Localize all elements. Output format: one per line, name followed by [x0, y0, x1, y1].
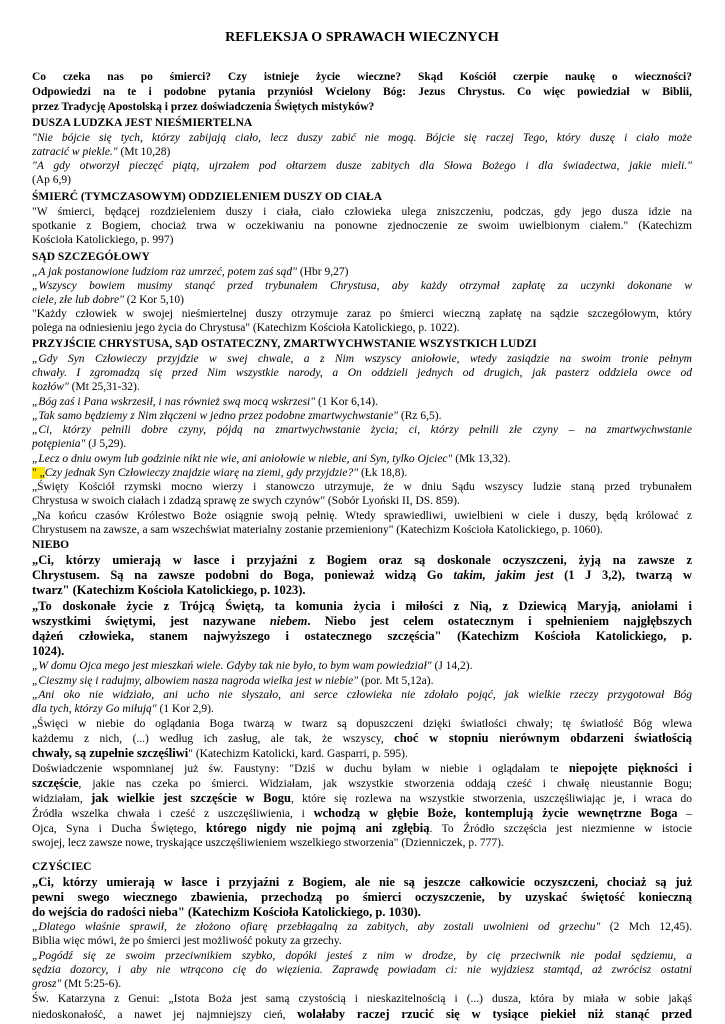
text-run: "A gdy otworzył pieczęć piątą, ujrzałem pod ołtarzem dusze zabitych dla Słowa Bożego i dla świadectwa, jakie mieli." [32, 160, 692, 172]
text-line [32, 875, 692, 889]
text-line [32, 116, 692, 130]
text-run: Chrystusem. Są na zawsze podobni do Boga, ponieważ widzą Go [32, 568, 454, 582]
text-run: Św. Katarzyna z Genui: „Istota Boża jest samą czystością i nieskazitelnością i (...) dusza, która by miała w sobie jakąś [32, 993, 692, 1005]
text-run: „To doskonałe życie z Trójcą Świętą, ta komunia życia i miłości z Nią, z Dziewicą Maryją, aniołami i [32, 599, 692, 613]
text-run: ŚMIERĆ (TYMCZASOWYM) ODDZIELENIEM DUSZY OD CIAŁA [32, 191, 383, 203]
text-run: polega na odniesieniu jego życia do Chrystusa" (Katechizm Kościoła Katolickiego, p. 1022). [32, 322, 460, 334]
text-line [32, 963, 692, 977]
text-run: (1 Kor 2,9). [156, 703, 214, 715]
text-run: CZYŚCIEC [32, 861, 92, 873]
text-run: Chrystusa w swoich ciałach i zdadzą sprawę ze swych czynów" (Sobór Lyoński II, DS. 859). [32, 495, 460, 507]
text-run: „Ci, którzy pełnili dobre czyny, pójdą na zmartwychwstanie życia; ci, którzy pełnili złe czyny – na zmartwychwstanie [32, 424, 692, 436]
text-line [32, 70, 692, 84]
text-run: (J 5,29). [85, 438, 127, 450]
text-run: (Łk 18,8). [358, 467, 408, 479]
text-run: „A jak postanowione ludziom raz umrzeć, potem zaś sąd" [32, 266, 297, 278]
text-run: „W domu Ojca mego jest mieszkań wiele. Gdyby tak nie było, to bym wam powiedział" [32, 660, 432, 672]
text-line [32, 523, 692, 537]
text-line [32, 233, 692, 247]
text-line [32, 279, 692, 293]
text-run: Odpowiedzi na te i podobne pytania przyniósł Wcielony Bóg: Jezus Chrystus. Co więc powiedział w Biblii, [32, 86, 692, 98]
text-run: – [677, 808, 693, 820]
text-line [32, 599, 692, 613]
text-line [32, 806, 692, 820]
text-run: (J 14,2). [431, 660, 473, 672]
text-line [32, 366, 692, 380]
text-run: niedoskonałość, a nawet jej najmniejszy cień, [32, 1009, 298, 1021]
text-line [32, 659, 692, 673]
text-line [32, 307, 692, 321]
text-line [32, 905, 692, 919]
text-run: (Mt 25,31-32). [68, 381, 140, 393]
text-run: „Dlatego właśnie sprawił, że złożono ofiarę przebłagalną za zabitych, aby zostali uwolnieni od grzechu" [32, 921, 601, 933]
text-run: dla tych, którzy Go miłują" [32, 703, 157, 715]
text-line [32, 337, 692, 351]
text-run: (Hbr 9,27) [296, 266, 349, 278]
text-line [32, 761, 692, 775]
text-line [32, 674, 692, 688]
text-line [32, 480, 692, 494]
document-title: REFLEKSJA O SPRAWACH WIECZNYCH [225, 30, 499, 45]
text-run: do wejścia do radości nieba" (Katechizm Kościoła Katolickiego, p. 1030). [32, 905, 421, 919]
text-line [32, 85, 692, 99]
text-line [32, 205, 692, 219]
text-run: "Każdy człowiek w swojej nieśmiertelnej duszy otrzymuje zaraz po śmierci wieczną zapłatę na sądzie szczegółowym, który [32, 308, 692, 320]
text-run: , które się rozlewa na wszystkie stworzenia, uszczęśliwiając je, i wraca do [290, 793, 692, 805]
text-run: (2 Kor 5,10) [123, 294, 184, 306]
text-line [32, 293, 692, 307]
text-run: grosz" [32, 978, 62, 990]
text-line [32, 380, 692, 394]
text-run: szczęście [32, 776, 79, 790]
text-line [32, 173, 692, 187]
text-run: swojej, lecz zawsze nowe, tryskające uszczęśliwieniem wszelkiego stworzenia" (Dzienniczek, p. 777). [32, 837, 504, 849]
text-run: (Ap 6,9) [32, 174, 71, 186]
text-run: „Na końcu czasów Królestwo Boże osiągnie swoją pełnię. Wtedy sprawiedliwi, uwielbieni w ciele i duszy, będą królować z [32, 510, 692, 522]
text-line [32, 949, 692, 963]
text-line [32, 423, 692, 437]
text-run: „Gdy Syn Człowieczy przyjdzie w swej chwale, a z Nim wszyscy aniołowie, wtedy zasiądzie na swoim tronie pełnym [32, 353, 692, 365]
text-run: przez Tradycję Apostolską i przez doświadczenia Świętych mistyków? [32, 101, 375, 113]
text-run: „Bóg zaś i Pana wskrzesił, i nas również swą mocą wskrzesi" [32, 396, 316, 408]
text-line [32, 688, 692, 702]
text-run: NIEBO [32, 539, 70, 551]
text-run: . Niebo jest celem ostatecznym i spełnieniem najgłębszych [307, 614, 692, 628]
text-run: Biblia więc mówi, że po śmierci jest możliwość pokuty za grzechy. [32, 935, 342, 947]
text-line [32, 452, 692, 466]
text-line [32, 992, 692, 1006]
text-run: (Rz 6,5). [398, 410, 442, 422]
text-run: Doświadczenie wspomnianej już św. Faustyny: "Dziś w duchu byłam w niebie i oglądałam te [32, 763, 569, 775]
text-run: „Ci, którzy umierają w łasce i przyjaźni z Bogiem, ale nie są jeszcze całkowicie oczyszczeni, chociaż są już [32, 875, 692, 889]
text-run: " (Katechizm Katolicki, kard. Gasparri, p. 595). [188, 748, 408, 760]
text-run: ciele, złe lub dobre" [32, 294, 124, 306]
text-run: twarz" (Katechizm Kościoła Katolickiego, p. 1023). [32, 583, 306, 597]
text-run: spotkanie z Bogiem, chociaż trwa w oczekiwaniu na ponowne zjednoczenie ze swoim uwielbionym ciałem." (Katechizm [32, 220, 692, 232]
text-run: chwały, są zupełnie szczęśliwi [32, 746, 189, 760]
text-run: każdemu z nich, (...) według ich zasług, ale tak, że wszyscy, [32, 733, 395, 745]
text-line [32, 553, 692, 567]
text-run: (por. Mt 5,12a). [358, 675, 434, 687]
text-line [32, 131, 692, 145]
text-line [32, 776, 692, 790]
text-run: „Wszyscy bowiem musimy stanąć przed trybunałem Chrystusa, aby każdy otrzymał zapłatę za uczynki dokonane w [32, 280, 692, 292]
text-run: „Święci w niebie do oglądania Boga twarzą w twarz są dopuszczeni dzięki światłości chwały; tę światłość Bóg wlewa [32, 718, 692, 730]
text-run: „Święty Kościół rzymski mocno wierzy i stanowczo utrzymuje, że w dniu Sądu wszyscy ludzie staną przed trybunałem [32, 481, 692, 493]
text-line [32, 583, 692, 597]
text-run: 1024). [32, 644, 65, 658]
text-run: którego nigdy nie pojmą ani zgłębią [205, 821, 430, 835]
text-line [32, 145, 692, 159]
text-run: (1 J 3,2), twarzą w [553, 568, 692, 582]
text-line [32, 890, 692, 904]
text-line [32, 920, 692, 934]
text-run: wolałaby raczej rzucić się w tysiące piekieł niż stanąć przed [297, 1007, 692, 1021]
text-line [32, 614, 692, 628]
text-line [32, 731, 692, 745]
text-run: (1 Kor 6,14). [315, 396, 379, 408]
text-run: wszystkimi świętymi, jest nazywane [32, 614, 270, 628]
text-run: DUSZA LUDZKA JEST NIEŚMIERTELNA [32, 117, 253, 129]
text-line [32, 100, 692, 114]
text-run: potępienia" [32, 438, 86, 450]
text-line [32, 538, 692, 552]
text-line [32, 977, 692, 991]
text-run: dążeń człowieka, stanem najwyższego i ostatecznego szczęścia" (Katechizm Kościoła Katolickiego, p. [32, 629, 692, 643]
text-line [32, 437, 692, 451]
text-line [32, 860, 692, 874]
text-line [32, 702, 692, 716]
text-run: wchodzą w głębie Boże, kontemplują życie wewnętrzne Boga [313, 806, 678, 820]
text-line [32, 190, 692, 204]
text-run: . To Źródło szczęścia jest niezmienne w istocie [429, 823, 692, 835]
text-line [32, 568, 692, 582]
text-run: Ojca, Syna i Ducha Świętego, [32, 823, 206, 835]
text-run: kozłów" [32, 381, 69, 393]
text-line [32, 409, 692, 423]
text-run: niebem [269, 614, 308, 628]
text-line [32, 395, 692, 409]
text-run: SĄD SZCZEGÓŁOWY [32, 251, 150, 263]
text-line [32, 821, 692, 835]
text-line [32, 791, 692, 805]
text-line [32, 1007, 692, 1021]
text-line [32, 250, 692, 264]
text-run: niepojęte piękności i [568, 761, 692, 775]
text-line [32, 352, 692, 366]
text-line [32, 219, 692, 233]
text-run: PRZYJŚCIE CHRYSTUSA, SĄD OSTATECZNY, ZMARTWYCHWSTANIE WSZYSTKICH LUDZI [32, 338, 537, 350]
text-run: „Lecz o dniu owym lub godzinie nikt nie wie, ani aniołowie w niebie, ani Syn, tylko Ojciec" [32, 453, 453, 465]
text-run: „Ci, którzy umierają w łasce i przyjaźni z Bogiem oraz są doskonale oczyszczeni, żyją na zawsze z [32, 553, 692, 567]
text-line [32, 321, 692, 335]
text-run: (Mk 13,32). [452, 453, 511, 465]
text-run: " „ [32, 467, 45, 479]
text-run: "Nie bójcie się tych, którzy zabijają ciało, lecz duszy zabić nie mogą. Bójcie się raczej Tego, który duszę i ciało może [32, 132, 692, 144]
text-line [32, 629, 692, 643]
text-run: „Pogódź się ze swoim przeciwnikiem szybko, dopóki jesteś z nim w drodze, by cię przeciwnik nie podał sędziemu, a [32, 950, 692, 962]
text-run: „Ani oko nie widziało, ani ucho nie słyszało, ani serce człowieka nie zdołało pojąć, jak wielkie rzeczy przygotował Bóg [32, 689, 692, 701]
text-run: takim, jakim jest [453, 568, 554, 582]
text-run: zatracić w piekle." [32, 146, 118, 158]
text-run: chwały. I zgromadzą się przed Nim wszystkie narody, a On oddzieli jednych od drugich, jak pasterz oddziela owce od [32, 367, 692, 379]
text-run: , jakie nas czeka po śmierci. Widziałam, jak wszystkie stworzenia oddają cześć i chwałę nieustannie Bogu; [78, 778, 692, 790]
text-run: (2 Mch 12,45). [600, 921, 692, 933]
text-run: "W śmierci, będącej rozdzieleniem duszy i ciała, ciało człowieka ulega zniszczeniu, podczas, gdy jego dusza idzie na [32, 206, 692, 218]
text-run: Źródła wszelka chwała i cześć z uszczęśliwienia, i [32, 808, 314, 820]
text-line [32, 509, 692, 523]
text-run: pewni swego wiecznego zbawienia, przechodzą po śmierci oczyszczenie, by uzyskać świętość konieczną [32, 890, 692, 904]
text-run: sędzia dozorcy, i aby nie wtrącono cię do więzienia. Zaprawdę powiadam ci: nie wyjdziesz stamtąd, aż zwrócisz ostatni [32, 964, 692, 976]
text-run: „Tak samo będziemy z Nim złączeni w jedno przez podobne zmartwychwstanie" [32, 410, 399, 422]
text-run: Kościoła Katolickiego, p. 997) [32, 234, 174, 246]
text-run: widziałam, [32, 793, 92, 805]
text-run: (Mt 10,28) [117, 146, 171, 158]
text-line [32, 494, 692, 508]
text-line [32, 746, 692, 760]
text-run: „Cieszmy się i radujmy, albowiem nasza nagroda wielka jest w niebie" [32, 675, 359, 687]
text-run: jak wielkie jest szczęście w Bogu [91, 791, 291, 805]
text-line [32, 466, 692, 480]
text-line [32, 265, 692, 279]
text-line [32, 159, 692, 173]
text-line [32, 644, 692, 658]
text-run: choć w stopniu nierównym obdarzeni światłością [394, 731, 693, 745]
text-line [32, 836, 692, 850]
text-run: Chrystusem na zawsze, a sam wszechświat materialny zostanie przemieniony" (Katechizm Kościoła Katolickiego, p. 1060). [32, 524, 603, 536]
text-run: (Mt 5:25-6). [61, 978, 122, 990]
text-run: Czy jednak Syn Człowieczy znajdzie wiarę na ziemi, gdy przyjdzie?" [44, 467, 359, 479]
text-line [32, 717, 692, 731]
text-line [32, 934, 692, 948]
text-run: Co czeka nas po śmierci? Czy istnieje życie wieczne? Skąd Kościół czerpie naukę o wieczności? [32, 71, 692, 83]
